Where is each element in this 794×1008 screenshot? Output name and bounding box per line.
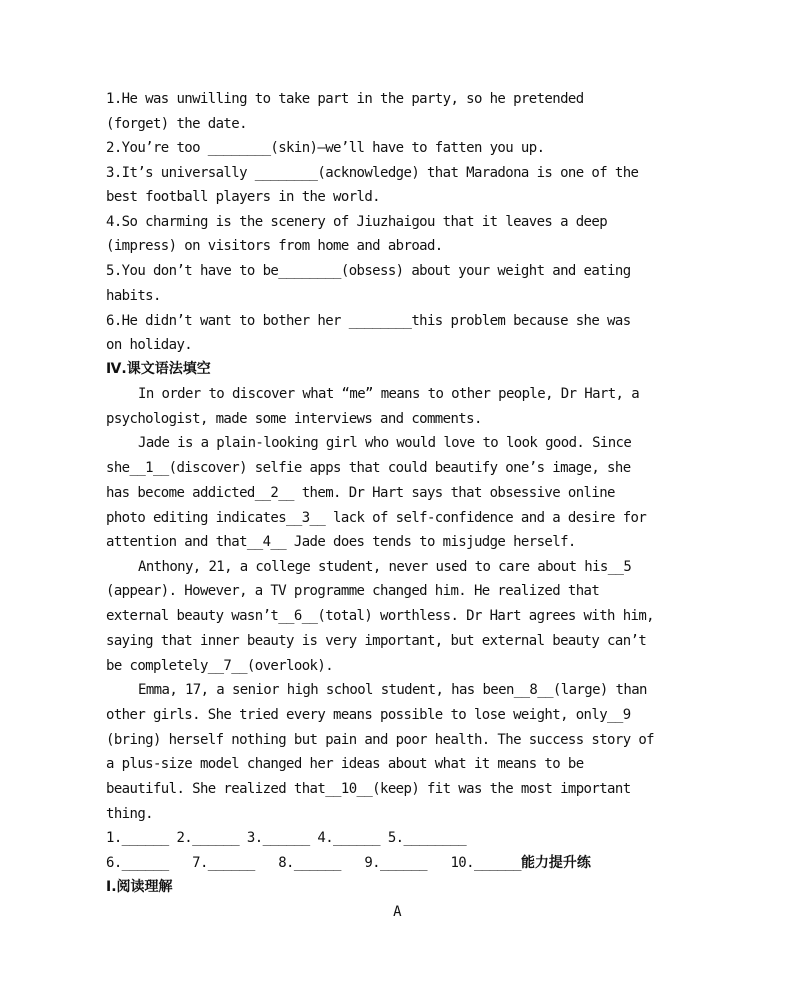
exercise-q1-line2: (forget) the date.	[106, 116, 247, 132]
para2-line4: photo editing indicates__3__ lack of self-confidence and a desire for	[106, 510, 647, 526]
answer-blanks-row2	[106, 853, 591, 873]
exercise-q3-line2: best football players in the world.	[106, 189, 381, 205]
exercise-q4-line2: (impress) on visitors from home and abroad.	[106, 238, 443, 254]
exercise-q4-line1: 4.So charming is the scenery of Jiuzhaigou that it leaves a deep	[106, 214, 608, 230]
para4-line1: Emma, 17, a senior high school student, has been__8__(large) than	[138, 682, 647, 698]
passage-label: A	[393, 904, 401, 920]
exercise-q3-line1: 3.It’s universally ________(acknowledge) that Maradona is one of the	[106, 165, 639, 181]
para3-line5: be completely__7__(overlook).	[106, 658, 334, 674]
para4-line6: thing.	[106, 806, 153, 822]
para4-line4: a plus-size model changed her ideas about what it means to be	[106, 756, 584, 772]
para2-line3: has become addicted__2__ them. Dr Hart says that obsessive online	[106, 485, 615, 501]
para3-line2: (appear). However, a TV programme changed him. He realized that	[106, 583, 600, 599]
para2-line2: she__1__(discover) selfie apps that could beautify one’s image, she	[106, 460, 631, 476]
answer-blanks-row1: 1.______ 2.______ 3.______ 4.______ 5.________	[106, 830, 467, 846]
para2-line1: Jade is a plain-looking girl who would love to look good. Since	[138, 435, 632, 451]
para2-line5: attention and that__4__ Jade does tends to misjudge herself.	[106, 534, 576, 550]
exercise-q6-line1: 6.He didn’t want to bother her ________this problem because she was	[106, 313, 631, 329]
exercise-q6-line2: on holiday.	[106, 337, 193, 353]
para1-line1: In order to discover what “me” means to other people, Dr Hart, a	[138, 386, 640, 402]
para3-line3: external beauty wasn’t__6__(total) worthless. Dr Hart agrees with him,	[106, 608, 655, 624]
ability-practice-heading: 能力提升练	[520, 855, 591, 871]
para1-line2: psychologist, made some interviews and comments.	[106, 411, 482, 427]
exercise-q1-line1: 1.He was unwilling to take part in the party, so he pretended	[106, 91, 584, 107]
para4-line5: beautiful. She realized that__10__(keep) fit was the most important	[106, 781, 631, 797]
answer-blanks-row2-text: 6.______ 7.______ 8.______ 9.______ 10.______	[106, 855, 521, 871]
exercise-q5-line2: habits.	[106, 288, 161, 304]
para3-line1: Anthony, 21, a college student, never used to care about his__5	[138, 559, 632, 575]
section-iv-heading: Ⅳ.课文语法填空	[106, 361, 211, 377]
section-i-heading: Ⅰ.阅读理解	[106, 879, 173, 895]
para4-line2: other girls. She tried every means possible to lose weight, only__9	[106, 707, 631, 723]
exercise-q2: 2.You’re too ________(skin)—we’ll have to fatten you up.	[106, 140, 545, 156]
para3-line4: saying that inner beauty is very important, but external beauty can’t	[106, 633, 647, 649]
para4-line3: (bring) herself nothing but pain and poor health. The success story of	[106, 732, 655, 748]
exercise-q5-line1: 5.You don’t have to be________(obsess) about your weight and eating	[106, 263, 631, 279]
